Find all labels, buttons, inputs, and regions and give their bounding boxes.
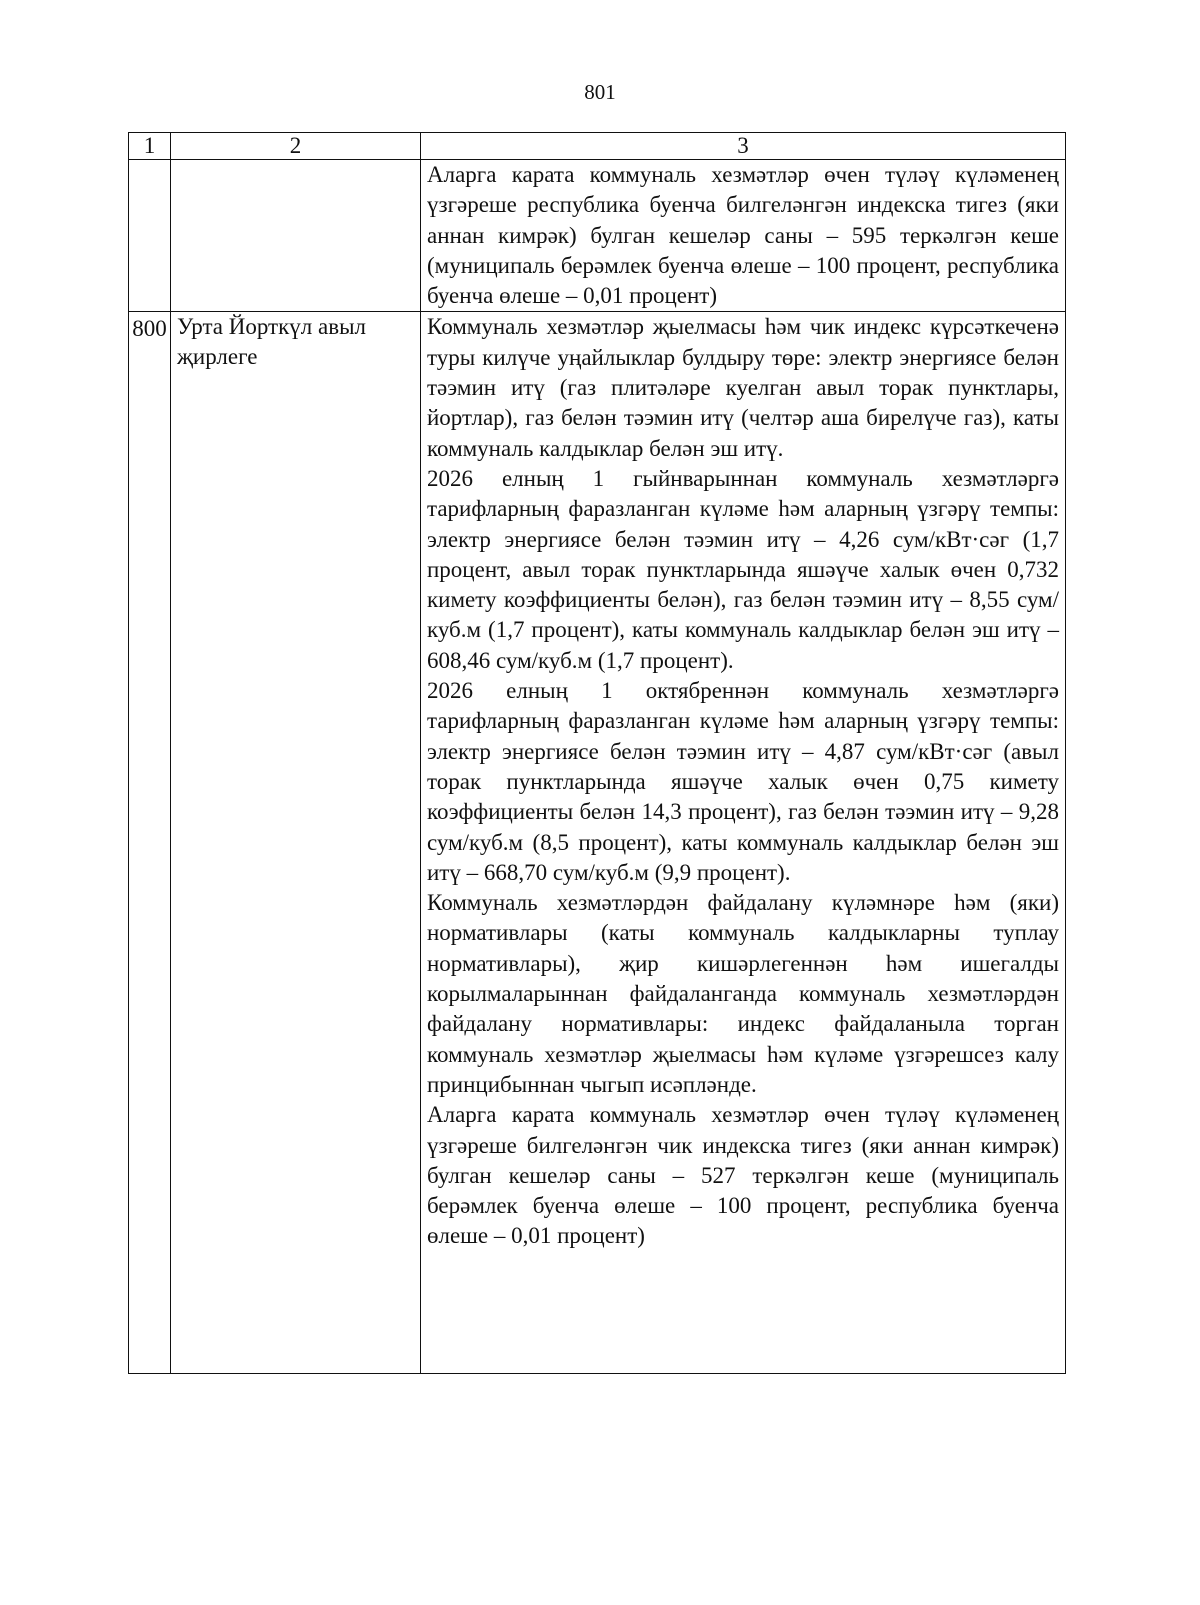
table-row-continued — [129, 160, 1066, 312]
row-number-cell — [129, 160, 171, 312]
description-paragraph: Аларга карата коммуналь хезмәтләр өчен түләү күләменең үзгәреше республика буенча билгеләнгән индекска тигез (яки аннан кимрәк) булган кешеләр саны – 595 теркәлгән кеше (муниципаль берәмлек буенча өлеше – 100 процент, республика буенча өлеше – 0,01 процент) — [427, 162, 1059, 309]
description-paragraph: Аларга карата коммуналь хезмәтләр өчен түләү күләменең үзгәреше билгеләнгән чик индекска тигез (яки аннан кимрәк) булган кешеләр саны – 527 теркәлгән кеше (муниципаль берәмлек буенча өлеше – 100 процент, республика буенча өлеше – 0,01 процент) — [427, 1102, 1059, 1249]
settlement-name-cell — [171, 160, 421, 312]
settlement-name: Урта Йорткүл авыл җирлеге — [177, 314, 367, 370]
description-paragraph: 2026 елның 1 октябреннән коммуналь хезмәтләргә тарифларның фаразланган күләме һәм аларның үзгәрү темпы: электр энергиясе белән тәэмин итү – 4,87 сум/кВт·сәг (авыл торак пунктларында яшәүче халык өчен 0,75 кимету коэффициенты белән 14,3 процент), газ белән тәэмин итү – 9,28 сум/куб.м (8,5 процент), каты коммуналь калдыклар белән эш итү – 668,70 сум/куб.м (9,9 процент). — [427, 678, 1059, 885]
description-cell — [421, 312, 1066, 1374]
table-header-row — [129, 133, 1066, 160]
description-cell — [421, 160, 1066, 312]
page-number: 801 — [584, 80, 616, 104]
row-number-cell: 800 — [129, 312, 171, 1374]
column-header-3: 3 — [421, 133, 1066, 160]
description-paragraph: Коммуналь хезмәтләр җыелмасы һәм чик индекс күрсәткеченә туры килүче уңайлыклар булдыру төре: электр энергиясе белән тәэмин итү (газ плитәләре куелган авыл торак пунктлары, йортлар), газ белән тәэмин итү (челтәр аша бирелүче газ), каты коммуналь калдыклар белән эш итү. — [427, 314, 1059, 461]
column-header-2: 2 — [171, 133, 421, 160]
column-header-1: 1 — [129, 133, 171, 160]
description-paragraph: Коммуналь хезмәтләрдән файдалану күләмнәре һәм (яки) нормативлары (каты коммуналь калдыкларны туплау нормативлары), җир кишәрлегеннән һәм ишегалды корылмаларыннан файдаланганда коммуналь хезмәтләрдән файдалану нормативлары: индекс файдаланыла торган коммуналь хезмәтләр җыелмасы һәм күләме үзгәрешсез калу принцибыннан чыгып исәпләнде. — [427, 890, 1059, 1097]
document-table — [128, 132, 1066, 1374]
description-paragraph: 2026 елның 1 гыйнварыннан коммуналь хезмәтләргә тарифларның фаразланган күләме һәм аларның үзгәрү темпы: электр энергиясе белән тәэмин итү – 4,26 сум/кВт·сәг (1,7 процент, авыл торак пунктларында яшәүче халык өчен 0,732 кимету коэффициенты белән), газ белән тәэмин итү – 8,55 сум/куб.м (1,7 процент), каты коммуналь калдыклар белән эш итү – 608,46 сум/куб.м (1,7 процент). — [427, 465, 1059, 673]
table-row-800 — [129, 312, 1066, 1374]
settlement-name-cell — [171, 312, 421, 1374]
